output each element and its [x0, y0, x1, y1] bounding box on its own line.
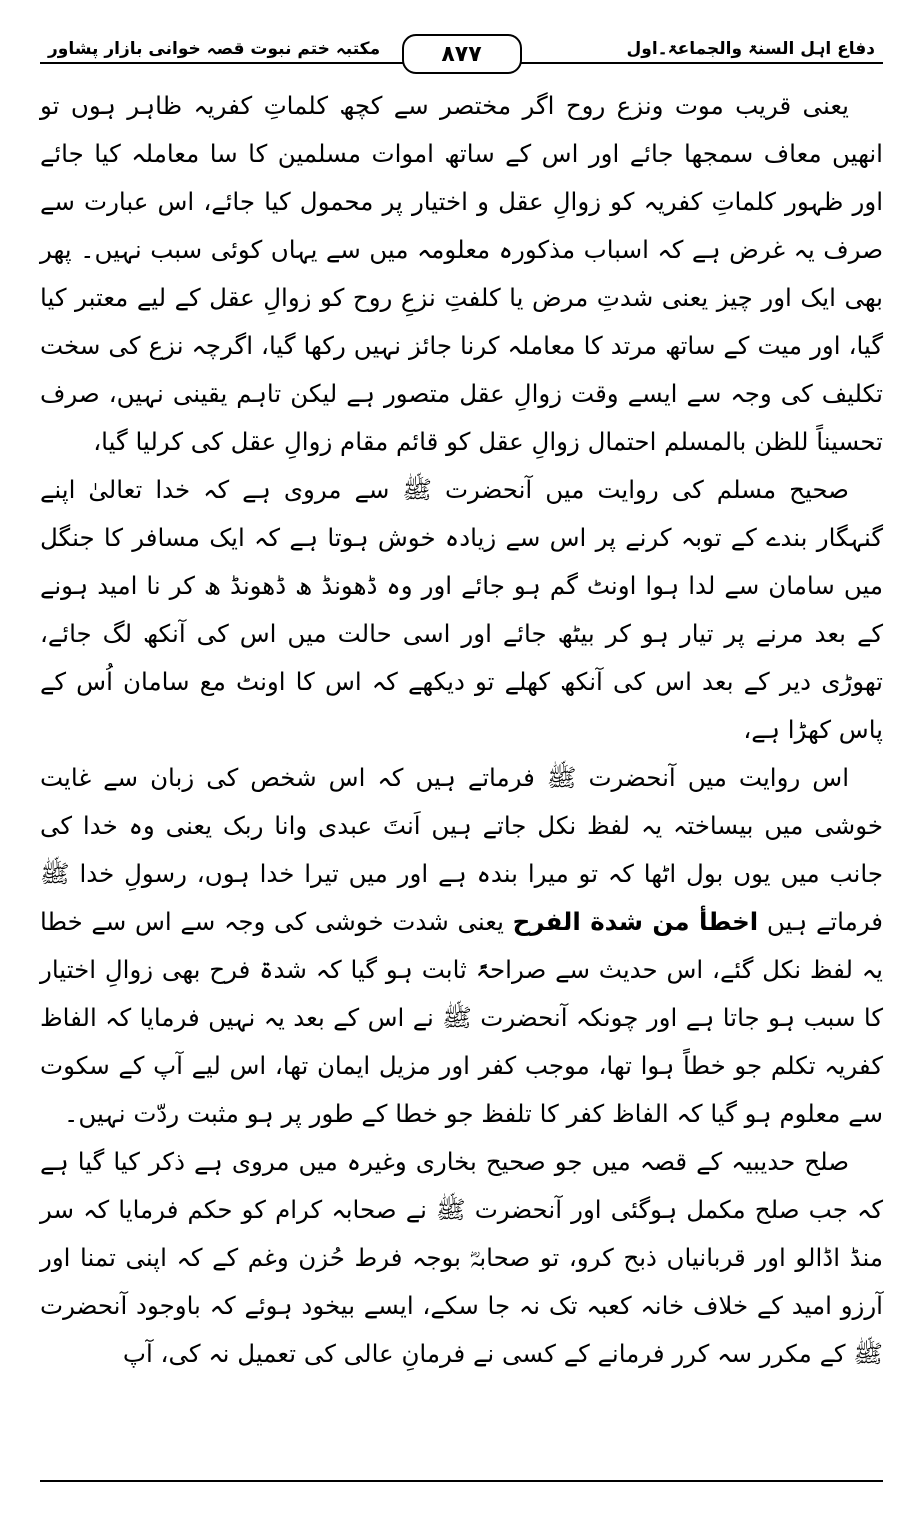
- bottom-rule: [40, 1480, 883, 1482]
- book-title: دفاع اہل السنۃ والجماعۃ۔اول: [619, 38, 883, 59]
- paragraph-1: یعنی قریب موت ونزع روح اگر مختصر سے کچھ کلماتِ کفریہ ظاہر ہوں تو انھیں معاف سمجھا جائے اور اس کے ساتھ اموات مسلمین کا سا معاملہ کیا جائے اور ظہور کلماتِ کفریہ کو زوالِ عقل و اختیار پر محمول کیا جائے، اس عبارت سے صرف یہ غرض ہے کہ اسباب مذکورہ معلومہ میں سے یہاں کوئی سبب نہیں۔ پھر بھی ایک اور چیز یعنی شدتِ مرض یا کلفتِ نزعِ روح کو زوالِ عقل کے لیے معتبر کیا گیا، اور میت کے ساتھ مرتد کا معاملہ کرنا جائز نہیں رکھا گیا، اگرچہ نزع کی سخت تکلیف کی وجہ سے ایسے وقت زوالِ عقل متصور ہے لیکن تاہم یقینی نہیں، صرف تحسیناً للظن بالمسلم احتمال زوالِ عقل کو قائم مقام زوالِ عقل کی کرلیا گیا،: [40, 91, 883, 456]
- body-text: [40, 82, 883, 1378]
- paragraph-3-text: اس روایت میں آنحضرت ﷺ فرماتے ہیں کہ اس شخص کی زبان سے غایت خوشی میں بیساختہ یہ لفظ نکل جاتے ہیں اَنتَ عبدی وانا ربک یعنی وہ خدا کی جانب میں یوں بول اٹھا کہ تو میرا بندہ ہے اور میں تیرا خدا ہوں، رسولِ خدا ﷺ فرماتے ہیں: [40, 763, 883, 936]
- arabic-quote: اخطأ من شدة الفرح: [512, 907, 759, 936]
- page-header: [40, 34, 883, 76]
- page-number: ۸۷۷: [402, 34, 522, 74]
- paragraph-3: [40, 754, 883, 1138]
- paragraph-5: صلح حدیبیہ کے قصہ میں جو صحیح بخاری وغیرہ میں مروی ہے ذکر کیا گیا ہے کہ جب صلح مکمل ہوگئی اور آنحضرت ﷺ نے صحابہ کرام کو حکم فرمایا کہ سر منڈ اڈالو اور قربانیاں ذبح کرو، تو صحابہؓ بوجہ فرط حُزن وغم کے کہ اپنی تمنا اور آرزو امید کے خلاف خانہ کعبہ تک نہ جا سکے، ایسے بیخود ہوئے کہ باوجود آنحضرت ﷺ کے مکرر سہ کرر فرمانے کے کسی نے فرمانِ عالی کی تعمیل نہ کی، آپ: [40, 1147, 883, 1368]
- paragraph-2: صحیح مسلم کی روایت میں آنحضرت ﷺ سے مروی ہے کہ خدا تعالیٰ اپنے گنہگار بندے کے توبہ کرنے پر اس سے زیادہ خوش ہوتا ہے کہ ایک مسافر کا جنگل میں سامان سے لدا ہوا اونٹ گم ہو جائے اور وہ ڈھونڈ ھ ڈھونڈ ھ کر نا امید ہونے کے بعد مرنے پر تیار ہو کر بیٹھ جائے اور اسی حالت میں اس کی آنکھ لگ جائے، تھوڑی دیر کے بعد اس کی آنکھ کھلے تو دیکھے کہ اس کا اونٹ مع سامان اُس کے پاس کھڑا ہے،: [40, 475, 883, 744]
- publisher-name: مکتبہ ختم نبوت قصہ خوانی بازار پشاور: [40, 38, 388, 59]
- paragraph-4-text: یعنی شدت خوشی کی وجہ سے اس سے خطا یہ لفظ نکل گئے، اس حدیث سے صراحۃً ثابت ہو گیا کہ شدۃ فرح بھی زوالِ اختیار کا سبب ہو جاتا ہے اور چونکہ آنحضرت ﷺ نے اس کے بعد یہ نہیں فرمایا کہ الفاظ کفریہ تکلم جو خطاً ہوا تھا، موجب کفر اور مزیل ایمان تھا، اس لیے آپ کے سکوت سے معلوم ہو گیا کہ الفاظ کفر کا تلفظ جو خطا کے طور پر ہو مثبت ردّت نہیں۔: [40, 907, 883, 1128]
